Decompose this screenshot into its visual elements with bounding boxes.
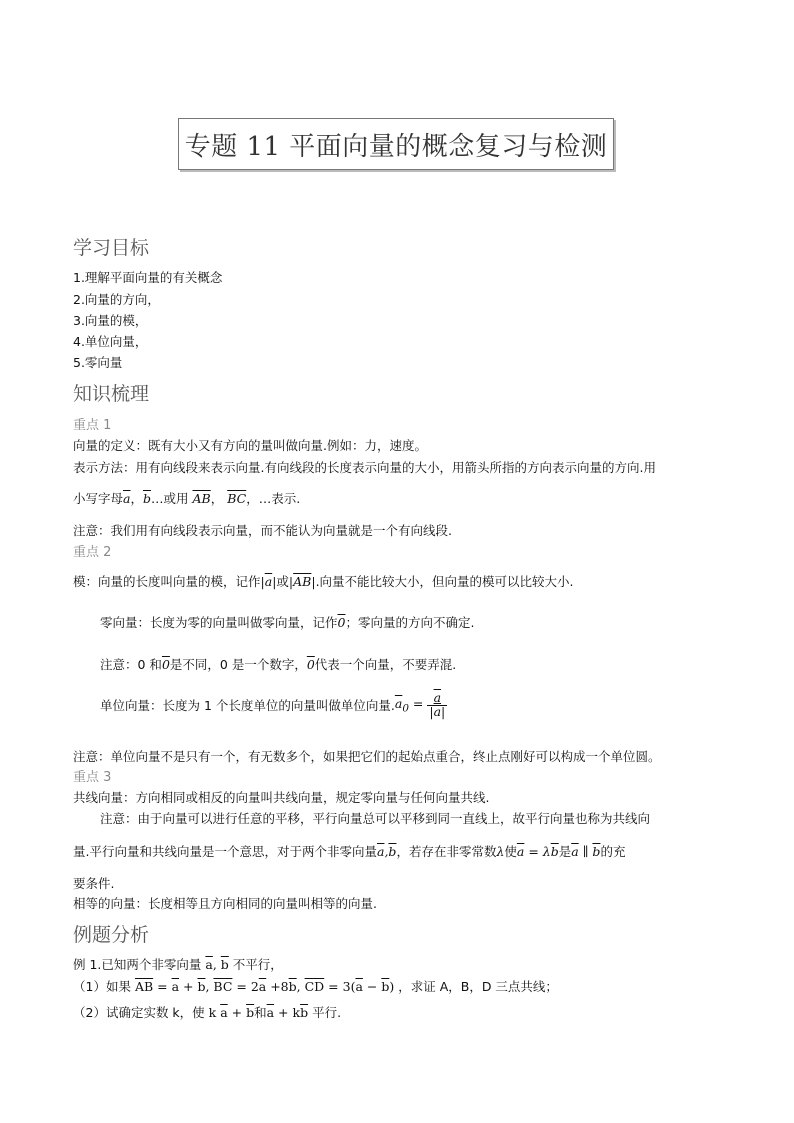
goal-item-2: 2.向量的方向， bbox=[73, 292, 160, 307]
modulus-text-a: 模：向量的长度叫向量的模，记作 bbox=[73, 574, 261, 589]
parallel-text-c: 使 bbox=[504, 844, 517, 859]
vector-definition: 向量的定义：既有大小又有方向的量叫做向量.例如：力，速度。 bbox=[73, 438, 427, 453]
zero-note-line bbox=[100, 655, 456, 673]
zero-text-a: 零向量：长度为零的向量叫做零向量，记作 bbox=[100, 615, 338, 630]
vectors-a-b-example: $\overline{a}$, $\overline{b}$ bbox=[205, 957, 229, 972]
zero-text-b: ；零向量的方向不确定. bbox=[345, 615, 475, 630]
repr-text-b: …或用 bbox=[151, 491, 189, 506]
goal-item-5: 5.零向量 bbox=[73, 355, 123, 370]
note-parallel-line2 bbox=[73, 842, 625, 860]
zero-vector-line bbox=[100, 613, 474, 631]
key-point-1: 重点 1 bbox=[73, 418, 112, 433]
zero-note-a: 注意：0 和 bbox=[100, 657, 162, 672]
unit-vector-formula: $\overline{a}_0$ = bbox=[394, 695, 428, 715]
note-parallel-line3: 要条件. bbox=[73, 876, 115, 891]
part2-text-a: （2）试确定实数 k，使 bbox=[73, 1005, 205, 1020]
note-directed-segment: 注意：我们用有向线段表示向量，而不能认为向量就是一个有向线段. bbox=[73, 523, 452, 538]
equation-a-lambda-b: $\overline{a} = \lambda\overline{b}$ bbox=[516, 844, 559, 859]
unit-vector-fraction: $\frac{\overline{a}}{|\overline{a}|}$ bbox=[429, 690, 446, 719]
zero-vector-symbol: 0 bbox=[306, 657, 315, 672]
goal-item-1: 1.理解平面向量的有关概念 bbox=[73, 270, 223, 285]
parallel-text-b: ，若存在非零常数 bbox=[396, 844, 497, 859]
goal-item-4: 4.单位向量， bbox=[73, 334, 148, 349]
vector-ab-symbol: $\overline{AB}$ bbox=[192, 491, 211, 506]
zero-note-b: 是不同，0 是一个数字， bbox=[169, 657, 307, 672]
part2-expressions: k $\overline{a} + \overline{b}$和$\overline{a} + k\overline{b}$ bbox=[208, 1005, 309, 1020]
parallel-text-d: 是 bbox=[558, 844, 572, 859]
vector-a-symbol: $\overline{a}$ bbox=[123, 491, 131, 506]
repr-text-c: ，…表示. bbox=[246, 491, 301, 506]
note-unit-vector: 注意：单位向量不是只有一个，有无数多个，如果把它们的起始点重合，终止点刚好可以构成一个单位圆。 bbox=[73, 749, 661, 764]
lambda-symbol: λ bbox=[496, 844, 505, 859]
representation-line1: 表示方法：用有向线段来表示向量.有向线段的长度表示向量的大小，用箭头所指的方向表示向量的方向.用 bbox=[73, 460, 656, 475]
title-box bbox=[178, 118, 614, 170]
part1-equations: $\overline{AB} = \overline{a} + \overline{b}$, $\overline{BC} = 2\overline{a} +8\overline{b}$, $\overline{CD} = 3(\overline{a} - \overline{b})$ bbox=[134, 979, 395, 994]
a-parallel-b: $\overline{a}$ ∥ $\overline{b}$ bbox=[571, 844, 601, 859]
part2-text-b: 平行. bbox=[312, 1005, 342, 1020]
example-1-part-1 bbox=[73, 977, 558, 995]
goal-item-3: 3.向量的模， bbox=[73, 313, 148, 328]
representation-line2: 小写字母$\overline{a}$，$\overline{b}\dots$或用 $\overline{AB}$， $\overline{BC}$，…表示. bbox=[73, 491, 301, 506]
equal-vectors-definition: 相等的向量：长度相等且方向相同的向量叫相等的向量. bbox=[73, 896, 377, 911]
vector-b-symbol: $\overline{b}$ bbox=[142, 491, 151, 506]
note-parallel-line1: 注意：由于向量可以进行任意的平移，平行向量总可以平移到同一直线上，故平行向量也称为共线向 bbox=[100, 811, 651, 826]
key-point-2: 重点 2 bbox=[73, 545, 112, 560]
zero-note-c: 代表一个向量，不要弄混. bbox=[314, 657, 457, 672]
example-1-part-2 bbox=[73, 1003, 341, 1021]
part1-text-a: （1）如果 bbox=[73, 979, 131, 994]
section-heading-goals: 学习目标 bbox=[73, 237, 150, 259]
unit-vector-line bbox=[100, 692, 447, 718]
modulus-text-b: 或 bbox=[276, 574, 289, 589]
vector-bc-symbol: $\overline{BC}$ bbox=[227, 491, 247, 506]
zero-vector-symbol: 0 bbox=[161, 657, 170, 672]
part1-text-b: ，求证 A，B，D 三点共线； bbox=[398, 979, 558, 994]
parallel-text-a: 量.平行向量和共线向量是一个意思，对于两个非零向量 bbox=[73, 844, 377, 859]
example-1-statement bbox=[73, 955, 283, 973]
key-point-3: 重点 3 bbox=[73, 770, 112, 785]
modulus-line bbox=[73, 572, 574, 590]
unit-text-a: 单位向量：长度为 1 个长度单位的向量叫做单位向量. bbox=[100, 698, 395, 713]
section-heading-examples: 例题分析 bbox=[73, 924, 150, 946]
abs-vector-ab: $|\overline{AB}|$ bbox=[288, 574, 316, 589]
collinear-definition: 共线向量：方向相同或相反的向量叫共线向量，规定零向量与任何向量共线. bbox=[73, 790, 490, 805]
vectors-a-b: $\overline{a},\overline{b}$ bbox=[376, 844, 397, 859]
section-heading-knowledge: 知识梳理 bbox=[73, 383, 150, 405]
parallel-text-e: 的充 bbox=[600, 844, 626, 859]
zero-vector-symbol: 0 bbox=[337, 615, 346, 630]
example-1-text-b: 不平行， bbox=[232, 957, 283, 972]
page-title: 专题 11 平面向量的概念复习与检测 bbox=[184, 131, 608, 162]
modulus-text-c: .向量不能比较大小，但向量的模可以比较大小. bbox=[315, 574, 574, 589]
abs-vector-a: $|\overline{a}|$ bbox=[260, 574, 277, 589]
repr-text-a: 小写字母 bbox=[73, 491, 124, 506]
example-1-text: 例 1.已知两个非零向量 bbox=[73, 957, 202, 972]
